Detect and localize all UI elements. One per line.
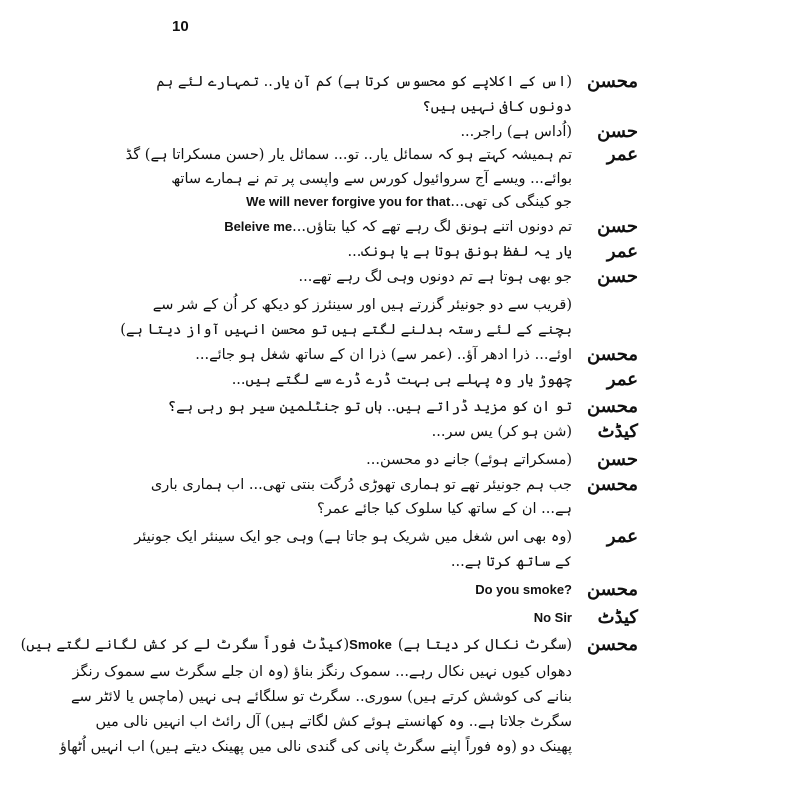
english-phrase: No Sir [533, 610, 572, 625]
dialogue-text [59, 735, 572, 759]
dialogue-text [160, 578, 572, 602]
script-line [160, 190, 638, 214]
speaker-name: حسن [597, 216, 638, 237]
dialogue-text [160, 368, 572, 392]
script-line [134, 525, 638, 549]
urdu-text: پھینک دو (وہ فوراً اپنے سگرٹ پانی کی گندی نالی میں پھینک دیتے ہیں) اب انہیں اُٹھاؤ [59, 739, 572, 755]
script-line [95, 710, 638, 734]
urdu-text: سگرٹ جلاتا ہے.. وہ کھانستے ہوئے کش لگاتے ہیں) آل رائٹ اب انہیں نالی میں [95, 714, 572, 730]
dialogue-text [160, 343, 572, 367]
script-line [156, 70, 638, 94]
speaker-name: حسن [597, 121, 638, 142]
urdu-text: بچنے کے لئے رستہ بدلنے لگتے ہیں تو محسن انہیں آواز دیتا ہے) [120, 322, 572, 338]
script-line [160, 240, 638, 264]
urdu-text: دھواں کیوں نہیں نکال رہے... سموک رنگز بناؤ (وہ ان جلے سگرٹ سے سموک رنگز [72, 664, 572, 680]
dialogue-text [160, 395, 572, 419]
script-line [59, 735, 638, 759]
script-line [125, 143, 638, 167]
dialogue-text [160, 167, 572, 191]
script-line [150, 473, 638, 497]
script-line [160, 448, 638, 472]
urdu-text: جو بھی ہوتا ہے تم دونوں وہی لگ رہے تھے... [298, 269, 572, 285]
script-line [160, 497, 638, 521]
speaker-name: عمر [606, 526, 638, 547]
urdu-text: (اس کے اکلاپے کو محسوس کرتا ہے) کم آن یار.. تمہارے لئے ہم [156, 74, 572, 90]
urdu-text: (وہ بھی اس شغل میں شریک ہو جاتا ہے) وہی جو ایک سینئر ایک جونیئر [134, 529, 572, 545]
english-phrase: Smoke [349, 637, 392, 652]
script-line [160, 215, 638, 239]
urdu-text: بوائے... ویسے آج سروائیول کورس سے واپسی پر تم نے ہمارے ساتھ [171, 171, 572, 187]
urdu-text: ہے... ان کے ساتھ کیا سلوک کیا جائے عمر؟ [317, 501, 572, 517]
dialogue-text [160, 190, 572, 214]
speaker-name: محسن [586, 396, 638, 417]
urdu-text-continued: (کیڈٹ فوراً سگرٹ لے کر کش لگانے لگتے ہیں) [20, 637, 350, 653]
dialogue-text [160, 550, 572, 574]
dialogue-text [160, 448, 572, 472]
urdu-text: (سگرٹ نکال کر دیتا ہے) [397, 637, 572, 653]
dialogue-text [95, 710, 572, 734]
urdu-text: تم دونوں اتنے ہونق لگ رہے تھے کہ کیا بتاؤں... [292, 219, 572, 235]
speaker-name: عمر [606, 369, 638, 390]
urdu-text: تو ان کو مزید ڈراتے ہیں.. ہاں تو جنٹلمین سیر ہو رہی ہے؟ [167, 399, 572, 415]
script-line [160, 167, 638, 191]
urdu-text: دونوں کافی نہیں ہیں؟ [422, 99, 572, 115]
urdu-text: جب ہم جونیئر تھے تو ہماری تھوڑی دُرگت بنتی تھی... اب ہماری باری [150, 477, 572, 493]
urdu-text: (اُداس ہے) راجر... [460, 124, 572, 140]
urdu-text: بنانے کی کوشش کرتے ہیں) سوری.. سگرٹ تو سلگائے ہی نہیں (ماچس یا لائٹر سے [71, 689, 572, 705]
dialogue-text [160, 420, 572, 444]
script-line [160, 550, 638, 574]
script-line [152, 293, 638, 317]
script-line [160, 265, 638, 289]
urdu-text: چھوڑ یار وہ پہلے ہی بہت ڈرے ڈرے سے لگتے ہیں... [231, 372, 572, 388]
english-phrase: We will never forgive you for that [246, 194, 451, 209]
english-phrase: Beleive me [224, 219, 293, 234]
dialogue-text [125, 143, 572, 167]
speaker-name: محسن [586, 579, 638, 600]
dialogue-text [120, 318, 572, 342]
dialogue-text [160, 240, 572, 264]
script-line [160, 395, 638, 419]
speaker-name: حسن [597, 266, 638, 287]
dialogue-text [72, 660, 572, 684]
script-line [20, 633, 638, 657]
dialogue-text [71, 685, 572, 709]
dialogue-text [160, 265, 572, 289]
dialogue-text [156, 70, 572, 94]
dialogue-text [152, 293, 572, 317]
urdu-text: یار یہ لفظ ہونق ہوتا ہے یا ہونک... [347, 244, 572, 260]
speaker-name: محسن [586, 71, 638, 92]
urdu-text: تم ہمیشہ کہتے ہو کہ سمائل یار.. تو... سمائل یار (حسن مسکراتا ہے) گڈ [125, 147, 572, 163]
speaker-name: عمر [606, 241, 638, 262]
dialogue-text [160, 120, 572, 144]
dialogue-text [150, 473, 572, 497]
urdu-text: کے ساتھ کرتا ہے... [450, 554, 572, 570]
script-line [160, 95, 638, 119]
urdu-text: (قریب سے دو جونیئر گزرتے ہیں اور سینئرز کو دیکھ کر اُن کے شر سے [152, 297, 572, 313]
script-line [160, 368, 638, 392]
speaker-name: کیڈٹ [597, 421, 638, 442]
dialogue-text [160, 95, 572, 119]
speaker-name: عمر [606, 144, 638, 165]
english-phrase: Do you smoke? [475, 582, 572, 597]
urdu-text: (شن ہو کر) یس سر... [431, 424, 572, 440]
script-line [160, 420, 638, 444]
speaker-name: محسن [586, 474, 638, 495]
urdu-text: اوئے... ذرا ادھر آؤ.. (عمر سے) ذرا ان کے ساتھ شغل ہو جائے... [195, 347, 572, 363]
script-line [160, 343, 638, 367]
dialogue-text [160, 497, 572, 521]
script-line [71, 685, 638, 709]
dialogue-text [134, 525, 572, 549]
script-line [120, 318, 638, 342]
dialogue-text [20, 633, 572, 657]
script-line [160, 120, 638, 144]
speaker-name: کیڈٹ [597, 607, 638, 628]
urdu-text: جو کینگی کی تھی... [450, 194, 572, 210]
script-line [72, 660, 638, 684]
speaker-name: محسن [586, 344, 638, 365]
dialogue-text [160, 606, 572, 630]
speaker-name: حسن [597, 449, 638, 470]
speaker-name: محسن [586, 634, 638, 655]
dialogue-text [160, 215, 572, 239]
script-line [160, 578, 638, 602]
script-line [160, 606, 638, 630]
urdu-text: (مسکراتے ہوئے) جانے دو محسن... [366, 452, 572, 468]
page-number: 10 [172, 18, 189, 35]
